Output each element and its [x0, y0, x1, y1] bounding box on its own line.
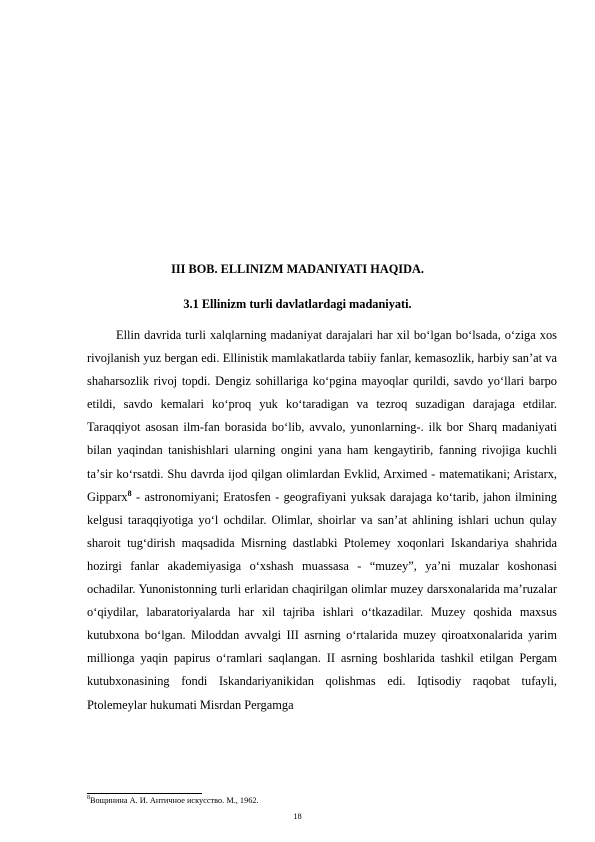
page-number: 18 — [293, 812, 302, 821]
body-text-part-1: Ellin davrida turli xalqlarning madaniyat darajalari har xil boʻlgan boʻlsada, oʻziga xos rivojlanish yuz bergan edi. Ellinistik mamlakatlarda tabiiy fanlar, kemasozlik, harbiy sanʼat va shaharsozlik rivoj topdi. Dengiz sohillariga koʻpgina mayoqlar qurildi, savdo yoʻllari barpo etildi, savdo kemalari koʻproq yuk koʻtaradigan va tezroq suzadigan darajaga etdilar. Taraqqiyot asosan ilm-fan borasida boʻlib, avvalo, yunonlarning-. ilk bor Sharq madaniyati bilan yaqindan tanishishlari ularning ongini yana ham kengaytirib, fanning rivojiga kuchli taʼsir koʻrsatdi. Shu davrda ijod qilgan olimlardan Evklid, Arximed - matematikani; Aristarx, Gipparx — [87, 328, 557, 504]
section-title: 3.1 Ellinizm turli davlatlardagi madaniyati. — [183, 297, 412, 311]
body-paragraph — [87, 324, 557, 717]
footnote-number: 8 — [87, 795, 90, 802]
footnote-text: Вощинина А. И. Античное искусство. М., 1962. — [90, 796, 259, 805]
footnote-reference[interactable]: 8 — [127, 488, 132, 498]
footnote-separator — [87, 793, 202, 794]
body-text-part-2: - astronomiyani; Eratosfen - geografiyani yuksak darajaga koʻtarib, jahon ilmining kelgusi taraqqiyotiga yoʻl ochdilar. Olimlar, shoirlar va sanʼat ahlining ishlari uchun qulay sharoit tugʻdirish maqsadida Misrning dastlabki Ptolemey xoqonlari Iskandariya shahrida hozirgi fanlar akademiyasiga oʻxshash muassasa - “muzey”, yaʼni muzalar koshonasi ochadilar. Yunonistonning turli erlaridan chaqirilgan olimlar muzey darsxonalarida maʼruzalar oʻqiydilar, labaratoriyalarda har xil tajriba ishlari oʻtkazadilar. Muzey qoshida maxsus kutubxona boʻlgan. Miloddan avvalgi III asrning oʻrtalarida muzey qiroatxonalarida yarim millionga yaqin papirus oʻramlari saqlangan. II asrning boshlarida tashkil etilgan Pergam kutubxonasining fondi Iskandariyanikidan qolishmas edi. Iqtisodiy raqobat tufayli, Ptolemeylar hukumati Misrdan Pergamga — [87, 489, 557, 712]
footnote — [87, 796, 557, 806]
chapter-title: III BOB. ELLINIZM MADANIYATI HAQIDA. — [171, 262, 424, 276]
